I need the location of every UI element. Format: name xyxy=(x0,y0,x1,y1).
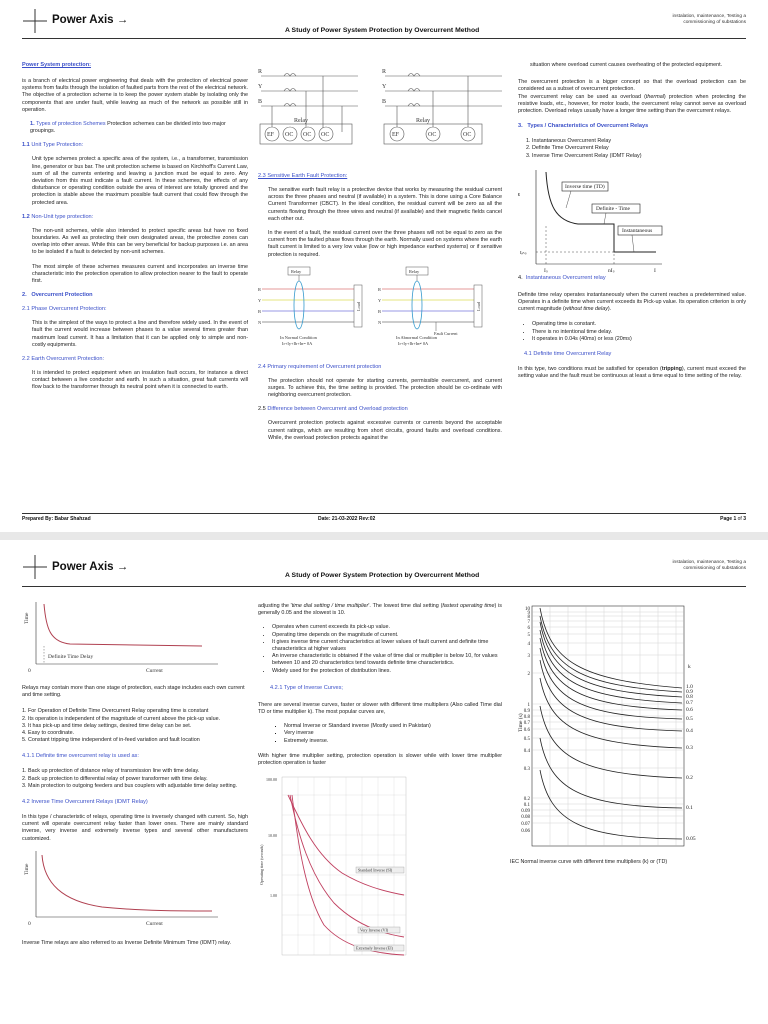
phase-label-b-1: B xyxy=(258,99,263,105)
k-value: 0.5 xyxy=(686,716,693,722)
bullet-item: • There is no intentional time delay. xyxy=(532,329,746,336)
y-tick-label: 7 xyxy=(527,620,530,625)
relay-label-1: Relay xyxy=(294,118,308,124)
section-1-1-heading: 1.1 Unit Type Protection: xyxy=(22,142,84,149)
fig-t-label: t xyxy=(518,191,520,198)
intro-paragraph: is a branch of electrical power engineering that deals with the protection of electrical power systems from faults through the isolation of faulted parts from the rest of the electrical network. The objective of a protection scheme is to keep the power system stable by isolating only the components that are under fault, while leaving as much of the network as possible still in operation. xyxy=(22,78,248,113)
use-item: 1. Back up protection of distance relay of transmission line with time delay. xyxy=(22,768,200,775)
logo-text: Power Axis → xyxy=(52,561,129,573)
phase-label-r-2: R xyxy=(382,69,387,75)
y-tick-label: 6 xyxy=(527,626,530,631)
iec-curves-comparison-figure xyxy=(258,775,408,957)
y-tick-label: 0.5 xyxy=(523,737,530,742)
phase-label-r-1: R xyxy=(258,69,263,75)
y-tick-label: 2 xyxy=(527,672,530,677)
overcurrent-relation-paragraph: The overcurrent protection is a bigger concept so that the overload protection can be considered as a subset of overcurrent protection. xyxy=(518,79,746,93)
fig3-tick-10: 10.00 xyxy=(268,833,277,839)
curve-item: ▪ Extremely inverse. xyxy=(284,738,502,745)
y-tick-label: 0.3 xyxy=(523,767,530,772)
power-axis-logo-icon xyxy=(22,8,48,34)
section-1-2-paragraph-b: The most simple of these schemes measures current and incorporates an inverse time characteristic into the protection operation to allow protection nearer to the fault to operate first. xyxy=(32,263,248,285)
time-multiplier-paragraph: With higher time multiplier setting, protection operation is slower while with lower time multiplier protection operation is faster xyxy=(258,752,502,767)
feature-item: • Operating time depends on the magnitude of current. xyxy=(272,632,502,639)
relay-type-item: 2. Definite Time Overcurrent Relay xyxy=(532,145,746,152)
feature-item: • It gives inverse time current characteristics at lower values of fault current and definite time characteristics at higher values xyxy=(272,639,502,653)
y-tick-label: 0.09 xyxy=(521,809,530,814)
inverse-time-figure xyxy=(22,849,222,929)
load-label-2: Load xyxy=(476,301,481,311)
phase-label-y-1: Y xyxy=(258,84,263,90)
oc-label-1c: OC xyxy=(321,132,330,138)
y-tick-label: 0.06 xyxy=(521,829,530,834)
p2-column-2 xyxy=(258,603,502,962)
header-right-text: instalation, maintenance, Testing a commissioning of substations xyxy=(672,560,746,571)
cbct-n-2: N xyxy=(378,319,382,325)
iec-normal-inverse-chart xyxy=(510,602,746,850)
y-tick-label: 1 xyxy=(527,703,530,708)
abnormal-equation: Ir+Iy+Ib+In≠ 0A xyxy=(398,340,429,346)
definite-time-figure xyxy=(22,600,222,676)
fig1-current-label: Current xyxy=(146,668,163,674)
section-4-heading: 4. Instantaneous Overcurrent relay xyxy=(518,274,606,281)
k-value: 0.7 xyxy=(686,700,693,706)
fig1-time-label: Time xyxy=(24,612,30,624)
idmt-alias-paragraph: Inverse Time relays are also referred to as Inverse Definite Minimum Time (IDMT) relay. xyxy=(22,939,231,946)
cbct-relay-label-1: Relay xyxy=(291,268,302,274)
y-tick-label: 3 xyxy=(527,654,530,659)
fig-instantaneous-label: Instantaneous xyxy=(622,227,653,234)
instantaneous-bullets xyxy=(518,321,746,343)
stages-paragraph: Relays may contain more than one stage of protection, each stage includes each own current and time setting. xyxy=(22,685,245,699)
y-tick-label: 5 xyxy=(527,633,530,638)
section-1-2-heading: 1.2 Non-Unit type protection: xyxy=(22,213,94,220)
y-tick-label: 0.2 xyxy=(523,797,530,802)
y-tick-label: 0.7 xyxy=(523,721,530,726)
property-item: 4. Easy to coordinate. xyxy=(22,730,75,737)
p1-column-3 xyxy=(518,62,746,380)
footer-page-number: Page 1 of 3 xyxy=(720,516,746,522)
section-2-heading: 2. Overcurrent Protection xyxy=(22,292,93,299)
relay-types-list xyxy=(518,138,746,160)
fig2-time-label: Time xyxy=(24,863,30,875)
iec-chart-caption: IEC Normal inverse curve with different time multipliers (k) or (TD) xyxy=(510,859,668,865)
y-tick-label: 4 xyxy=(527,642,530,647)
fig2-zero: 0 xyxy=(28,920,31,927)
fig2-current-label: Current xyxy=(146,920,163,927)
cbct-y-2: Y xyxy=(378,297,382,303)
page2-header xyxy=(0,548,768,588)
curve-item: ▪ Normal Inverse or Standard inverse (Mostly used in Pakistan) xyxy=(284,723,502,730)
fig3-y-label: Operating time (seconds) xyxy=(259,844,264,886)
y-tick-label: 0.4 xyxy=(523,749,530,754)
section-2-1-heading: 2.1 Phase Overcurrent Protection: xyxy=(22,306,107,313)
document-title: A Study of Power System Protection by Overcurrent Method xyxy=(285,27,480,34)
oc-label-1a: OC xyxy=(285,132,294,138)
power-axis-logo-icon xyxy=(22,554,48,580)
y-tick-label: 0.08 xyxy=(521,815,530,820)
fig3-vi-label: Very Inverse (VI) xyxy=(360,927,389,933)
section-4-2-paragraph: In this type / characteristic of relays, operating time is inversely changed with current. So, high current will operate overcurrent relay faster than lower ones. There are mainly standard inverse, very inverse and extremely inverse types and several other manufacturers customized. xyxy=(22,814,248,842)
k-axis-label: k xyxy=(688,664,691,670)
y-tick-label: 10 xyxy=(525,607,530,612)
ef-label-1: EF xyxy=(267,132,275,138)
section-4-1-1-heading: 4.1.1 Definite time overcurrent relay is used as: xyxy=(22,753,139,760)
footer-prepared-by: Prepared By: Babar Shahzad xyxy=(22,516,91,522)
cbct-b-2: B xyxy=(378,308,381,314)
fig-i-label: I xyxy=(654,267,656,274)
page-separator xyxy=(0,532,768,540)
fig-inverse-time-label: Inverse time (TD) xyxy=(565,183,605,190)
k-value: 0.1 xyxy=(686,805,693,811)
y-tick-label: 9 xyxy=(527,611,530,616)
header-rule xyxy=(22,38,746,39)
cbct-y-1: Y xyxy=(258,297,262,303)
fig3-tick-1: 1.00 xyxy=(270,893,277,899)
fig3-si-label: Standard Inverse (SI) xyxy=(358,867,393,873)
normal-condition-label: In Normal Condition xyxy=(280,334,317,340)
k-value: 0.8 xyxy=(686,694,693,700)
p1-column-2 xyxy=(258,66,502,442)
section-2-4-paragraph: The protection should not operate for starting currents, permissible overcurrent, and current surges. To achieve this, the time setting is provided. The protection should be co-ordinate with neighboring overcurrent protection. xyxy=(268,377,502,399)
footer-date: Date: 21-03-2022 Rev:02 xyxy=(318,516,376,522)
section-4-1-paragraph: In this type, two conditions must be satisfied for operation (tripping), current must exceed the setting value and the fault must be continuous at least a time equal to time setting of the relay. xyxy=(518,366,746,380)
curve-types-list xyxy=(258,723,502,745)
y-tick-label: 0.9 xyxy=(523,709,530,714)
overload-relay-paragraph: The overcurrent relay can be used as overload (thermal) protection when protecting the resistive loads, etc., however, for motor loads, the overcurrent relay cannot serve as overload protection. Overload relays usually have a longer time setting than the overcurrent relays. xyxy=(518,93,746,115)
section-2-3-paragraph-a: The sensitive earth fault relay is a protective device that works by measuring the residual current across the three phases and neutral (if available) in a system. This is done using a Core Balance Current Transformer (CBCT). In the ideal condition, the residual current will be zero as all the currents flowing through the three wires and neutral (if available) and their magnetic fields cancel each other out. xyxy=(268,187,502,222)
p2-column-3 xyxy=(510,602,746,866)
k-value: 1.0 xyxy=(686,684,693,690)
feature-item: • Widely used for the protection of distribution lines. xyxy=(272,668,502,675)
section-1-2-paragraph-a: The non-unit schemes, while also intended to protect specific areas but have no fixed boundaries. As well as protecting their own designated areas, the protective zones can overlap into other areas. While this can be very beneficial for backup purposes i.e. an area to be isolated if a fault is detected by non-unit schemes. xyxy=(32,227,248,256)
y-tick-label: 0.6 xyxy=(523,728,530,733)
section-2-2-paragraph: It is intended to protect equipment when an insulation fault occurs, for instance a direct contact between a live conductor and earth. In such a situation, great fault currents will flow back to the transformer through its neutral point when it is connected to earth. xyxy=(32,370,248,391)
fig-tins-label: tᵢₙₛ xyxy=(520,249,527,256)
section-4-2-heading: 4.2 Inverse Time Overcurrent Relays (IDMT Relay) xyxy=(22,799,148,806)
k-value: 0.2 xyxy=(686,775,693,781)
section-2-2-heading: 2.2 Earth Overcurrent Protection: xyxy=(22,356,105,363)
section-4-1-heading: 4.1 Definite time Overcurrent Relay xyxy=(524,351,612,358)
oc-label-2b: OC xyxy=(463,132,472,138)
logo-text: Power Axis → xyxy=(52,14,129,26)
property-item: 5. Constant tripping time independent of in-feed variation and fault location xyxy=(22,737,200,744)
document-title: A Study of Power System Protection by Overcurrent Method xyxy=(285,572,480,579)
section-2-5-paragraph: Overcurrent protection protects against excessive currents or currents beyond the acceptable current ratings, which are resulting from short circuits, ground faults and overload conditions. While, the overload protection protects against the xyxy=(268,420,502,441)
fig-definite-time-label: Definite - Time xyxy=(596,205,630,212)
y-tick-label: 8 xyxy=(527,615,530,620)
bullet-item: • It operates in 0.04s (40ms) or less (20ms) xyxy=(532,336,746,343)
y-tick-label: 0.1 xyxy=(523,803,530,808)
section-3-heading: 3. Types / Characteristics of Overcurrent Relays xyxy=(518,123,649,130)
section-2-3-paragraph-b: In the event of a fault, the residual current over the three phases will not be equal to zero as the current from the faulted phase flows through the earth. Normally used on systems where the earth fault current is limited to a very low value (low or high impedance earthed systems) or if sensitive protection is required. xyxy=(268,230,502,258)
relay-wiring-diagram xyxy=(258,66,502,146)
section-4-paragraph: Definite time relay operates instantaneously when the current reaches a predetermined value. Operates in a definite time when current exceeds its Pick-up value. Its operation criterion is only current magnitude (without time delay). xyxy=(518,291,747,313)
use-item: 3. Main protection to outgoing feeders and bus couplers with adjustable time delay setting. xyxy=(22,782,238,789)
time-dial-paragraph: adjusting the 'time dial setting / time multiplier'. The lowest time dial setting (fastest operating time) is generally 0.05 and the slowest is 10. xyxy=(258,603,502,617)
cbct-b-1: B xyxy=(258,308,261,314)
chart-y-label: Time (s) xyxy=(518,713,524,732)
footer-rule xyxy=(22,513,746,514)
relay-characteristics-figure xyxy=(516,166,666,276)
relay-type-item: 3. Inverse Time Overcurrent Relay (IDMT Relay) xyxy=(532,153,746,160)
cbct-r-1: R xyxy=(258,286,261,292)
y-tick-label: 0.8 xyxy=(523,715,530,720)
oc-label-2a: OC xyxy=(428,132,437,138)
normal-equation: Ir+Iy+Ib+In= 0A xyxy=(282,340,313,346)
fig-nis-label: nIₛ xyxy=(608,267,615,274)
overload-continuation: situation where overload current causes overheating of the protected equipment. xyxy=(530,62,723,68)
k-value: 0.6 xyxy=(686,707,693,713)
section-2-1-paragraph: This is the simplest of the ways to protect a line and therefore widely used. In the event of fault the current would increase between phases to a value several times greater than maximum load current. It has a limitation that it can be applied only to simple and non-costly equipments. xyxy=(32,320,248,348)
relay-type-item: 1. Instantaneous Overcurrent Relay xyxy=(532,138,746,145)
k-value: 0.05 xyxy=(686,836,696,842)
section-2-3-heading: 2.3 Sensitive Earth Fault Protection: xyxy=(258,173,348,179)
load-label-1: Load xyxy=(356,301,361,311)
abnormal-condition-label: In Abnormal Condition xyxy=(396,334,437,340)
phase-label-y-2: Y xyxy=(382,84,387,90)
definite-time-uses xyxy=(22,768,248,790)
cbct-n-1: N xyxy=(258,319,262,325)
section-2-5-heading: 2.5 Difference between Overcurrent and Overload protection xyxy=(258,406,408,413)
fault-current-label: Fault Current xyxy=(434,330,458,336)
header-right-text: instalation, maintenance, Testing a commissioning of substations xyxy=(672,14,746,25)
ef-label-2: EF xyxy=(392,132,400,138)
header-rule xyxy=(22,586,746,587)
definite-time-properties xyxy=(22,708,248,744)
property-item: 3. It has pick-up and time delay settings, desired time delay can be set. xyxy=(22,722,192,729)
bullet-item: • Operating time is constant. xyxy=(532,321,746,328)
property-item: 2. Its operation is independent of the magnitude of current above the pick-up value. xyxy=(22,715,221,722)
p2-column-1 xyxy=(22,600,248,947)
relay-label-2: Relay xyxy=(416,118,430,124)
section-4-2-1-heading: 4.2.1 Type of Inverse Curves; xyxy=(270,684,343,691)
section-4-2-1-paragraph: There are several inverse curves, faster or slower with different time multipliers (Also called Time dial TD or time multiplier k). The most popular curves are, xyxy=(258,701,502,716)
y-tick-label: 0.07 xyxy=(521,822,530,827)
idmt-features-list xyxy=(258,624,502,674)
section-2-4-heading: 2.4 Primary requirement of Overcurrent protection xyxy=(258,363,382,370)
phase-label-b-2: B xyxy=(382,99,387,105)
p1-column-1 xyxy=(22,62,248,392)
section-power-system-protection: Power System protection: xyxy=(22,62,92,68)
cbct-r-2: R xyxy=(378,286,381,292)
section-1-heading: 1. Types of protection Schemes Protection schemes can be divided into two major groupings. xyxy=(30,121,226,135)
oc-label-1b: OC xyxy=(303,132,312,138)
cbct-relay-label-2: Relay xyxy=(409,268,420,274)
cbct-diagram xyxy=(258,265,502,349)
section-1-1-paragraph: Unit type schemes protect a specific area of the system, i.e., a transformer, transmission line, generator or bus bar. The unit protection scheme is based on Kirchhoff's Current Law, sum of all the currents entering and leaving a junction must be equal to zero. Any deviation from this must indicate a fault current. In these schemes, the effects of any disturbance or operating condition outside the area of interest are totally ignored and the protection is stable above the maximum possible fault current that could flow through the protected area. xyxy=(32,156,248,206)
fig3-tick-100: 100.00 xyxy=(266,777,277,783)
fig-is-label: Iₛ xyxy=(544,267,548,274)
k-value: 0.4 xyxy=(686,728,693,734)
fig1-zero: 0 xyxy=(28,668,31,674)
k-value: 0.9 xyxy=(686,689,693,695)
feature-item: • Operates when current exceeds its pick-up value. xyxy=(272,624,502,631)
feature-item: • An inverse characteristic is obtained if the value of time dial or multiplier is below 10, for values between 10 and 20 characteristics tend towards definite time characteristics. xyxy=(272,653,502,667)
property-item: 1. For Operation of Definite Time Overcurrent Relay operating time is constant xyxy=(22,708,209,715)
curve-item: ▪ Very inverse xyxy=(284,730,502,737)
page1-header xyxy=(0,0,768,40)
fig3-ei-label: Extremely Inverse (EI) xyxy=(356,945,393,951)
k-value: 0.3 xyxy=(686,745,693,751)
use-item: 2. Back up protection to differential relay of power transformer with time delay. xyxy=(22,775,208,782)
fig1-definite-time-label: Definite Time Delay xyxy=(48,654,94,660)
